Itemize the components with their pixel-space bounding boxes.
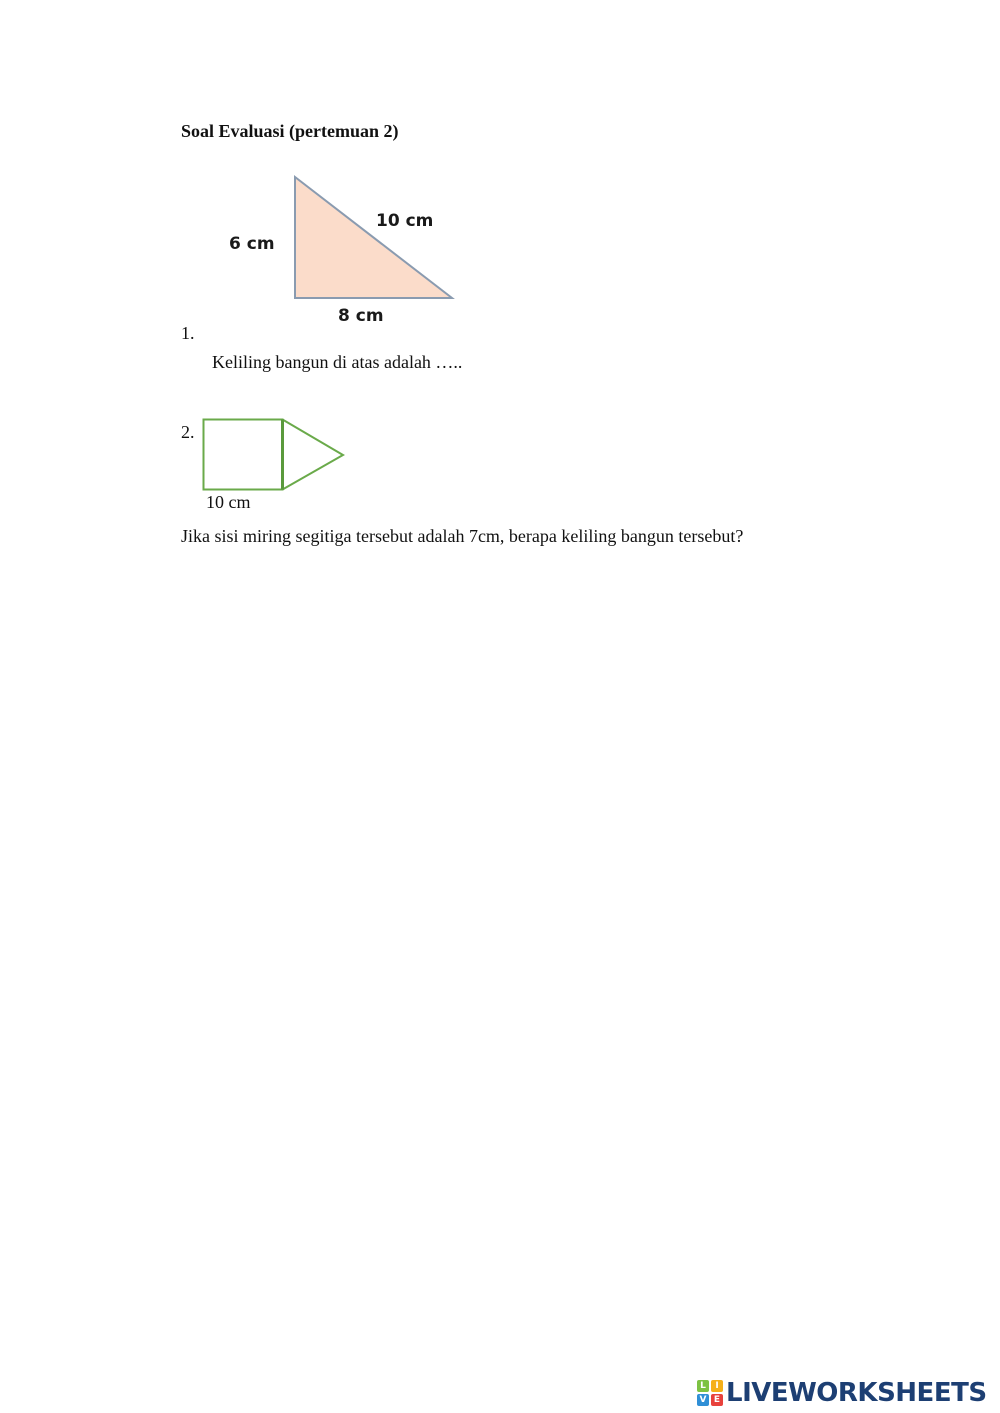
triangle-hypotenuse-label: 10 cm: [376, 211, 434, 231]
right-triangle-figure: [0, 0, 1000, 340]
logo-badge-letter-e: E: [711, 1394, 723, 1406]
triangle-attached-shape: [283, 420, 344, 490]
triangle-left-side-label: 6 cm: [229, 234, 275, 254]
triangle-bottom-side-label: 8 cm: [338, 306, 384, 326]
square-triangle-figure: [0, 400, 400, 500]
liveworksheets-logo: [697, 1378, 987, 1408]
page-title: Soal Evaluasi (pertemuan 2): [181, 121, 399, 141]
logo-badge-letter-v: V: [697, 1394, 709, 1406]
square-shape: [204, 420, 283, 490]
question-1-number: 1.: [181, 323, 195, 343]
triangle-shape: [295, 177, 452, 298]
question-1-text: Keliling bangun di atas adalah …..: [212, 352, 463, 372]
logo-text: LIVEWORKSHEETS: [726, 1378, 987, 1408]
question-2-number: 2.: [181, 422, 195, 442]
square-bottom-side-label: 10 cm: [206, 492, 251, 512]
logo-badge-letter-l: L: [697, 1380, 709, 1392]
question-2-text: Jika sisi miring segitiga tersebut adalah 7cm, berapa keliling bangun tersebut?: [181, 526, 744, 546]
logo-badge-icon: [697, 1380, 723, 1406]
logo-badge-letter-i: I: [711, 1380, 723, 1392]
